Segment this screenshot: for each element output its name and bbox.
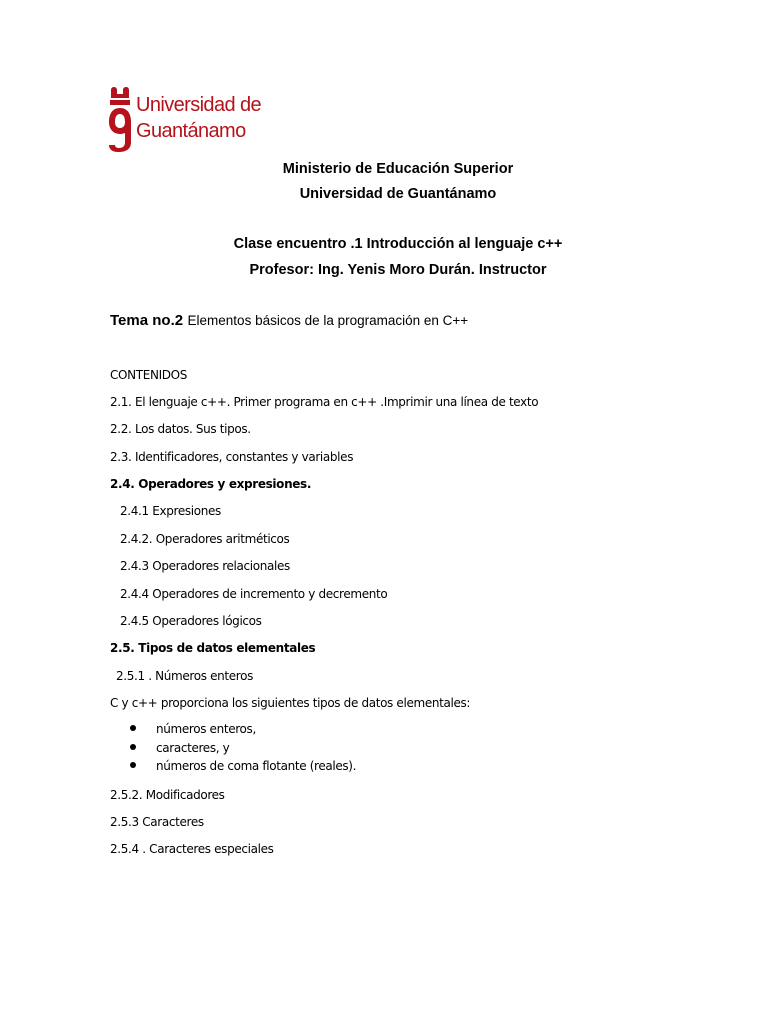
list-item-sub: 2.4.5 Operadores lógicos bbox=[120, 614, 262, 628]
bullet-text: números de coma flotante (reales). bbox=[156, 759, 357, 773]
bullet-text: números enteros, bbox=[156, 722, 256, 736]
list-item-sub: 2.5.1 . Números enteros bbox=[116, 669, 253, 683]
bullet-text: caracteres, y bbox=[156, 740, 230, 755]
list-item-sub: 2.4.1 Expresiones bbox=[120, 504, 221, 518]
list-item-sub: 2.4.3 Operadores relacionales bbox=[120, 559, 290, 573]
university-heading: Universidad de Guantánamo bbox=[299, 186, 497, 202]
list-item-sub: 2.4.4 Operadores de incremento y decremento bbox=[120, 587, 388, 601]
bullet-icon bbox=[130, 744, 136, 750]
bullet-icon bbox=[130, 762, 136, 768]
bullet-item bbox=[130, 722, 356, 741]
list-item-section: 2.5. Tipos de datos elementales bbox=[110, 641, 316, 655]
list-item-sub: 2.4.2. Operadores aritméticos bbox=[120, 532, 290, 546]
list-item: 2.5.4 . Caracteres especiales bbox=[110, 842, 274, 856]
list-item: 2.2. Los datos. Sus tipos. bbox=[110, 422, 251, 436]
bullet-item bbox=[130, 759, 356, 778]
list-item: 2.3. Identificadores, constantes y variables bbox=[110, 450, 354, 464]
ministry-heading: Ministerio de Educación Superior bbox=[282, 161, 514, 177]
intro-sentence: C y c++ proporciona los siguientes tipos de datos elementales: bbox=[110, 696, 471, 710]
list-item: 2.5.3 Caracteres bbox=[110, 815, 204, 829]
logo-line-2: Guantánamo bbox=[136, 120, 246, 142]
data-types-list bbox=[130, 722, 356, 778]
professor-line: Profesor: Ing. Yenis Moro Durán. Instructor bbox=[249, 262, 547, 278]
topic-line bbox=[110, 312, 468, 330]
bullet-item bbox=[130, 741, 356, 760]
university-emblem-icon bbox=[108, 86, 132, 152]
topic-label: Tema no.2 bbox=[110, 312, 184, 329]
university-logo bbox=[108, 84, 262, 154]
university-logo-text bbox=[136, 92, 261, 144]
list-item: 2.5.2. Modificadores bbox=[110, 788, 225, 802]
bullet-icon bbox=[130, 725, 136, 731]
list-item: 2.1. El lenguaje c++. Primer programa en c++ .Imprimir una línea de texto bbox=[110, 395, 539, 409]
logo-line-1: Universidad de bbox=[136, 94, 262, 116]
list-item-section: 2.4. Operadores y expresiones. bbox=[110, 477, 312, 491]
class-title: Clase encuentro .1 Introducción al lenguaje c++ bbox=[233, 236, 563, 252]
contents-heading: CONTENIDOS bbox=[110, 368, 188, 382]
topic-text: Elementos básicos de la programación en C++ bbox=[187, 313, 469, 328]
